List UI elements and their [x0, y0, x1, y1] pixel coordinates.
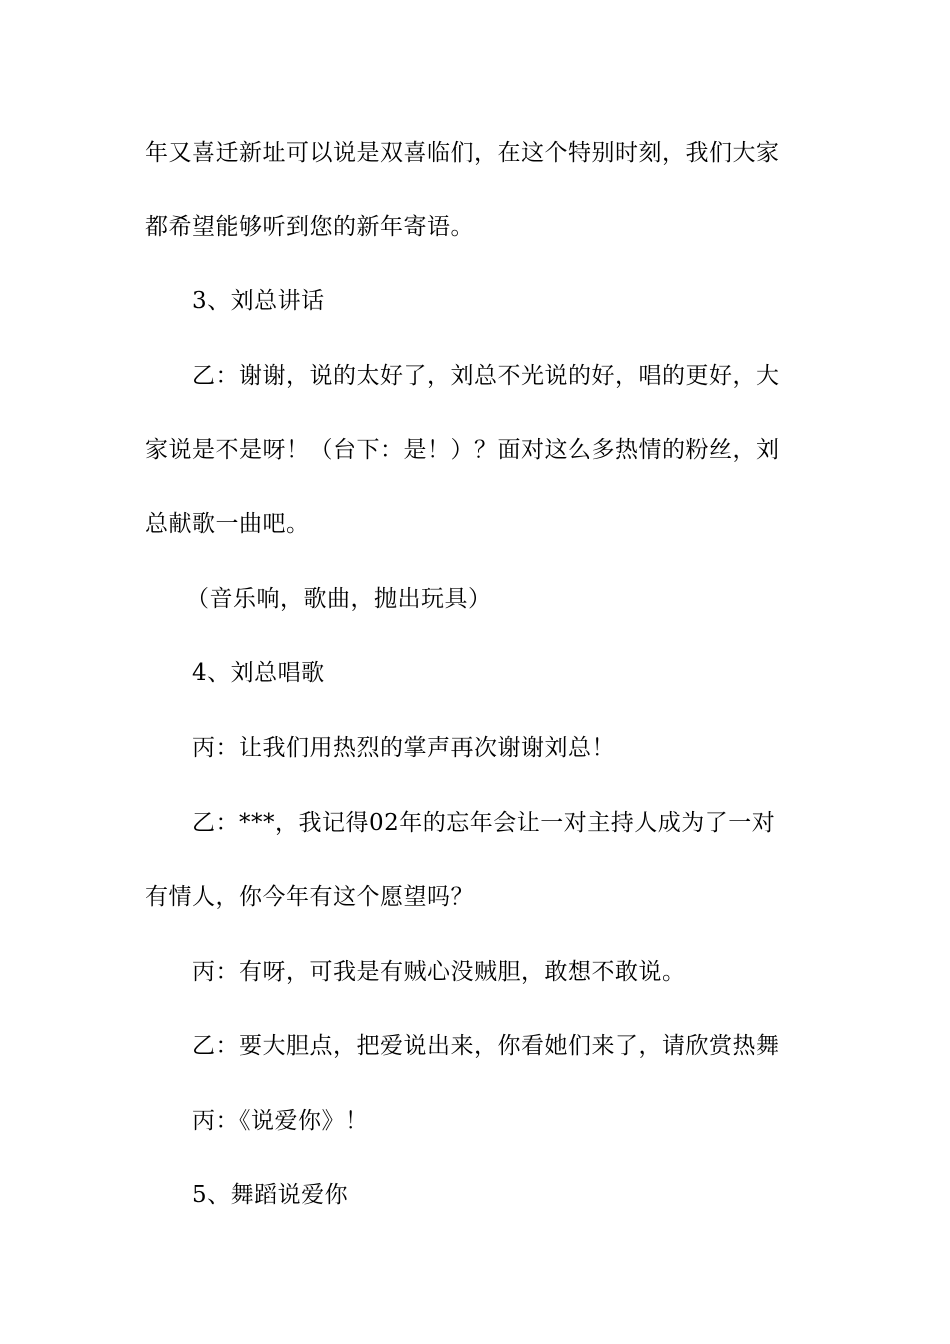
paragraph-line: 家说是不是呀！（台下：是！）？面对这么多热情的粉丝，刘: [145, 437, 780, 463]
paragraph-line: 乙：***，我记得02年的忘年会让一对主持人成为了一对: [192, 810, 776, 836]
paragraph-line: 总献歌一曲吧。: [145, 511, 310, 537]
paragraph-line: 丙：让我们用热烈的掌声再次谢谢刘总！: [192, 735, 615, 761]
paragraph-line: 有情人，你今年有这个愿望吗？: [145, 884, 474, 910]
paragraph-line: 乙：谢谢，说的太好了，刘总不光说的好，唱的更好，大: [192, 363, 780, 389]
paragraph-line: 丙：有呀，可我是有贼心没贼胆，敢想不敢说。: [192, 959, 686, 985]
paragraph-line: 年又喜迁新址可以说是双喜临们，在这个特别时刻，我们大家: [145, 140, 780, 166]
section-heading: 4、刘总唱歌: [192, 660, 325, 686]
paragraph-line: 丙：《说爱你》！: [192, 1108, 369, 1134]
paragraph-line: 乙：要大胆点，把爱说出来，你看她们来了，请欣赏热舞: [192, 1033, 780, 1059]
section-heading: 5、舞蹈说爱你: [192, 1182, 349, 1208]
stage-direction: （音乐响，歌曲，抛出玩具）: [186, 586, 492, 612]
section-heading: 3、刘总讲话: [192, 288, 325, 314]
paragraph-line: 都希望能够听到您的新年寄语。: [145, 214, 474, 240]
